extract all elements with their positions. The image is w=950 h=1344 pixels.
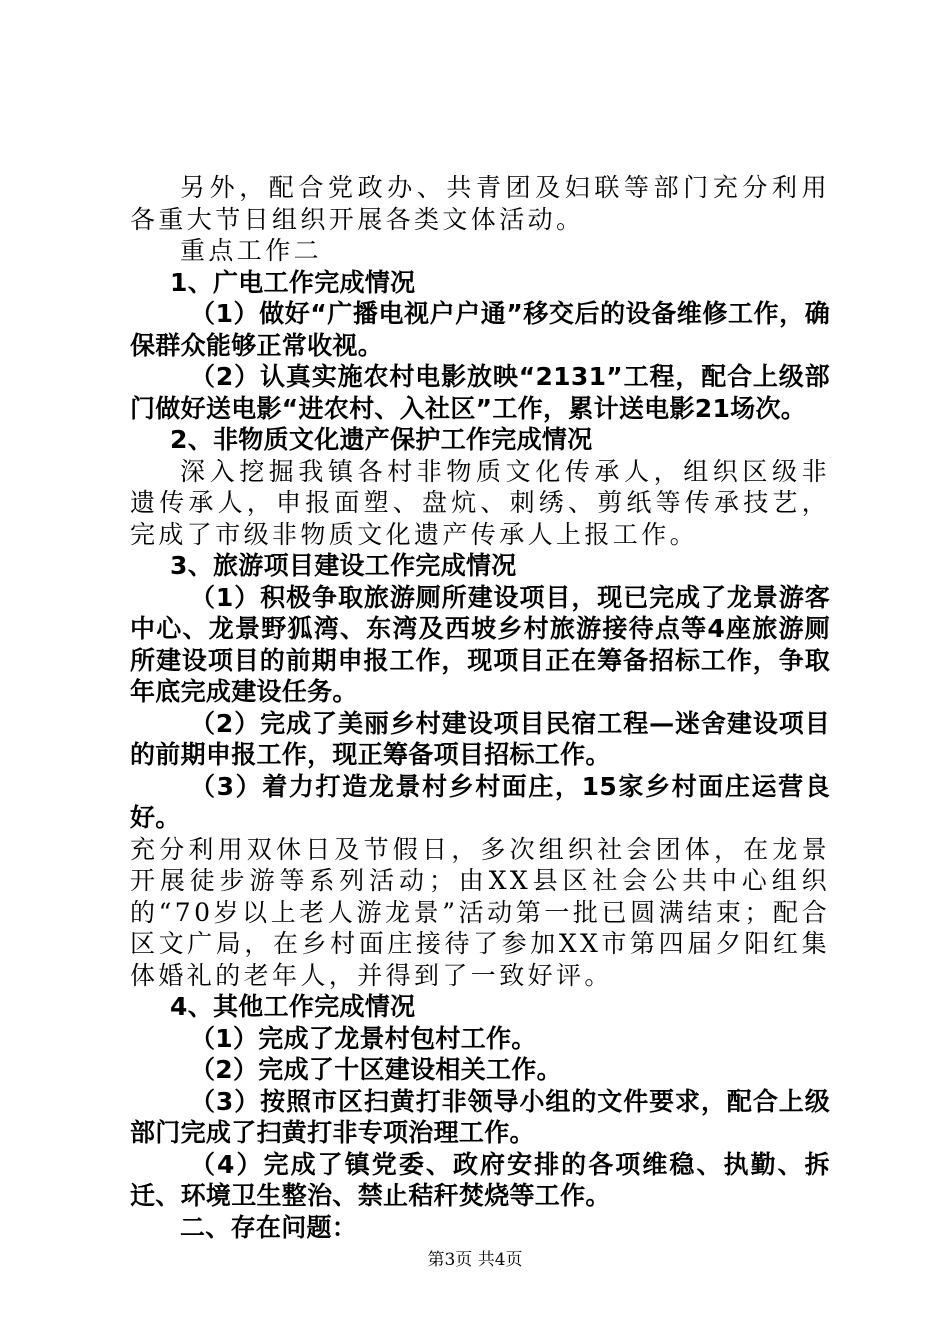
paragraph-cultural-activities: 另外，配合党政办、共青团及妇联等部门充分利用各重大节日组织开展各类文体活动。 [130,173,830,234]
heading-existing-problems: 二、存在问题： [180,1212,358,1242]
paragraph-tourism-item-3: （3）着力打造龙景村乡村面庄，15家乡村面庄运营良好。 [130,771,830,832]
paragraph-other-item-2: （2）完成了十区建设相关工作。 [190,1055,562,1084]
heading-heritage-work: 2、非物质文化遗产保护工作完成情况 [170,425,593,454]
paragraph-other-item-1: （1）完成了龙景村包村工作。 [190,1023,537,1053]
document-body [130,172,830,1243]
heading-key-work-two: 重点工作二 [180,236,323,265]
paragraph-other-item-3: （3）按照市区扫黄打非领导小组的文件要求，配合上级部门完成了扫黄打非专项治理工作。 [130,1086,830,1147]
paragraph-tourism-item-1: （1）积极争取旅游厕所建设项目，现已完成了龙景游客中心、龙景野狐湾、东湾及西坡乡村旅游接待点等4座旅游厕所建设项目的前期申报工作，现项目正在筹备招标工作，争取年底完成建设任务。 [130,582,830,706]
paragraph-other-item-4: （4）完成了镇党委、政府安排的各项维稳、执勤、拆迁、环境卫生整治、禁止秸秆焚烧等工作。 [130,1149,830,1210]
page-footer: 第3页 共4页 [427,1250,523,1270]
paragraph-broadcast-item-1: （1）做好“广播电视户户通”移交后的设备维修工作，确保群众能够正常收视。 [130,299,830,360]
paragraph-tourism-activities: 充分利用双休日及节假日，多次组织社会团体，在龙景开展徒步游等系列活动；由XX县区社会公共中心组织的“70岁以上老人游龙景”活动第一批已圆满结束；配合区文广局，在乡村面庄接待了参加XX市第四届夕阳红集体婚礼的老年人，并得到了一致好评。 [130,834,830,990]
heading-tourism-work: 3、旅游项目建设工作完成情况 [170,551,517,580]
paragraph-tourism-item-2: （2）完成了美丽乡村建设项目民宿工程—迷舍建设项目的前期申报工作，现正筹备项目招标工作。 [130,708,830,769]
paragraph-broadcast-item-2: （2）认真实施农村电影放映“2131”工程，配合上级部门做好送电影“进农村、入社区”工作，累计送电影21场次。 [130,362,830,423]
heading-broadcast-work: 1、广电工作完成情况 [170,267,416,297]
heading-other-work: 4、其他工作完成情况 [170,992,416,1021]
paragraph-heritage: 深入挖掘我镇各村非物质文化传承人，组织区级非遗传承人，申报面塑、盘炕、刺绣、剪纸等传承技艺，完成了市级非物质文化遗产传承人上报工作。 [130,456,830,549]
